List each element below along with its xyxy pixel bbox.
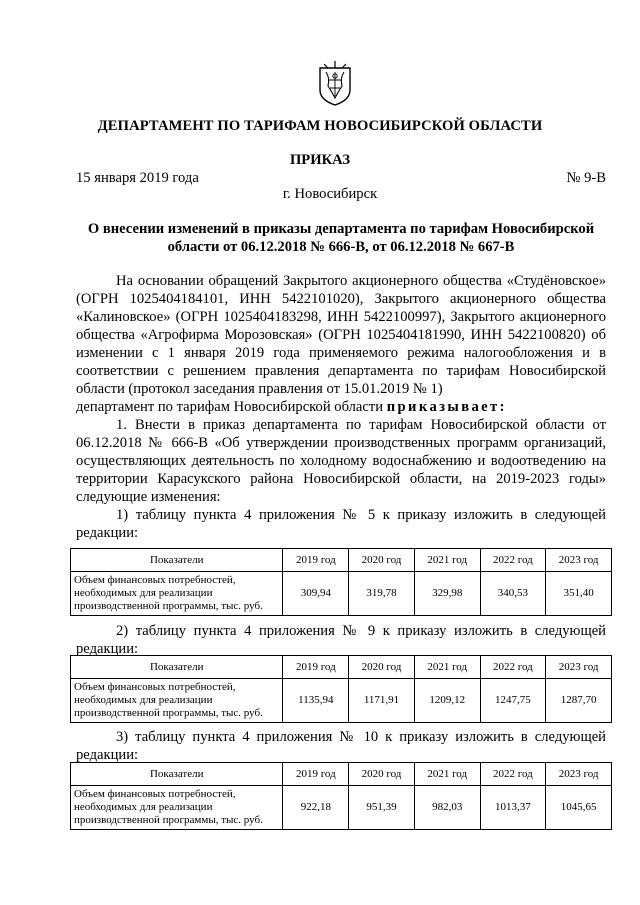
header-year: 2020 год [349,549,415,572]
cell-value: 351,40 [546,572,612,616]
header-year: 2021 год [414,549,480,572]
cell-value: 1135,94 [283,679,349,723]
header-year: 2023 год [546,549,612,572]
table-row [71,572,612,616]
document-city: г. Новосибирск [282,186,378,202]
row-label: Объем финансовых потребностей, необходимых для реализации производственной программы, тыс. руб. [71,679,283,723]
header-year: 2022 год [480,549,546,572]
cell-value: 1209,12 [414,679,480,723]
cell-value: 1171,91 [349,679,415,723]
cell-value: 1013,37 [480,786,546,830]
department-title: ДЕПАРТАМЕНТ ПО ТАРИФАМ НОВОСИБИРСКОЙ ОБЛАСТИ [97,118,543,134]
cell-value: 1287,70 [546,679,612,723]
document-number: № 9-В [566,170,606,186]
header-year: 2019 год [283,549,349,572]
cell-value: 1045,65 [546,786,612,830]
cell-value: 1247,75 [480,679,546,723]
cell-value: 329,98 [414,572,480,616]
header-year: 2022 год [480,656,546,679]
header-indicator: Показатели [71,549,283,572]
table-header-row [71,549,612,572]
row-label: Объем финансовых потребностей, необходимых для реализации производственной программы, тыс. руб. [71,786,283,830]
document-date: 15 января 2019 года [76,170,199,186]
header-year: 2023 год [546,656,612,679]
header-indicator: Показатели [71,763,283,786]
preamble-block [76,272,606,542]
document-subject: О внесении изменений в приказы департамента по тарифам Новосибирской области от 06.12.2018 № 666-В, от 06.12.2018 № 667-В [87,221,595,255]
header-year: 2022 год [480,763,546,786]
table-3 [70,762,612,830]
cell-value: 922,18 [283,786,349,830]
sub-item-2: 2) таблицу пункта 4 приложения № 9 к приказу изложить в следующей редакции: [76,623,606,657]
item-1: 1. Внести в приказ департамента по тарифам Новосибирской области от 06.12.2018 № 666-В «Об утверждении производственных программ организаций, осуществляющих деятельность по холодному водоснабжению и водоотведению на территории Карасукского района Новосибирской области, на 2019-2023 годы» следующие изменения: [76,417,606,505]
orders-lead: департамент по тарифам Новосибирской области [76,399,384,415]
table-row [71,679,612,723]
orders-word: приказывает: [386,399,507,415]
coat-of-arms-icon [318,60,352,106]
cell-value: 309,94 [283,572,349,616]
header-year: 2023 год [546,763,612,786]
row-label: Объем финансовых потребностей, необходимых для реализации производственной программы, тыс. руб. [71,572,283,616]
orders-line [76,398,606,416]
sub-item-3: 3) таблицу пункта 4 приложения № 10 к приказу изложить в следующей редакции: [76,729,606,763]
header-year: 2021 год [414,763,480,786]
document-type: ПРИКАЗ [289,152,351,168]
cell-value: 340,53 [480,572,546,616]
sub-item-2-block [76,622,606,658]
table-header-row [71,656,612,679]
header-year: 2021 год [414,656,480,679]
table-row [71,786,612,830]
header-year: 2020 год [349,656,415,679]
table-2 [70,655,612,723]
header-indicator: Показатели [71,656,283,679]
cell-value: 319,78 [349,572,415,616]
header-year: 2020 год [349,763,415,786]
sub-item-1: 1) таблицу пункта 4 приложения № 5 к приказу изложить в следующей редакции: [76,507,606,541]
sub-item-3-block [76,728,606,764]
cell-value: 951,39 [349,786,415,830]
header-year: 2019 год [283,656,349,679]
header-year: 2019 год [283,763,349,786]
table-header-row [71,763,612,786]
table-1 [70,548,612,616]
preamble: На основании обращений Закрытого акционерного общества «Студёновское» (ОГРН 1025404184101, ИНН 5422101020), Закрытого акционерного общества «Калиновское» (ОГРН 1025404183298, ИНН 5422100997), Закрытого акционерного общества «Агрофирма Морозовская» (ОГРН 1025404181990, ИНН 5422100820) об изменении с 1 января 2019 года применяемого режима налогообложения и в соответствии с решением правления департамента по тарифам Новосибирской области (протокол заседания правления от 15.01.2019 № 1) [76,273,606,397]
cell-value: 982,03 [414,786,480,830]
